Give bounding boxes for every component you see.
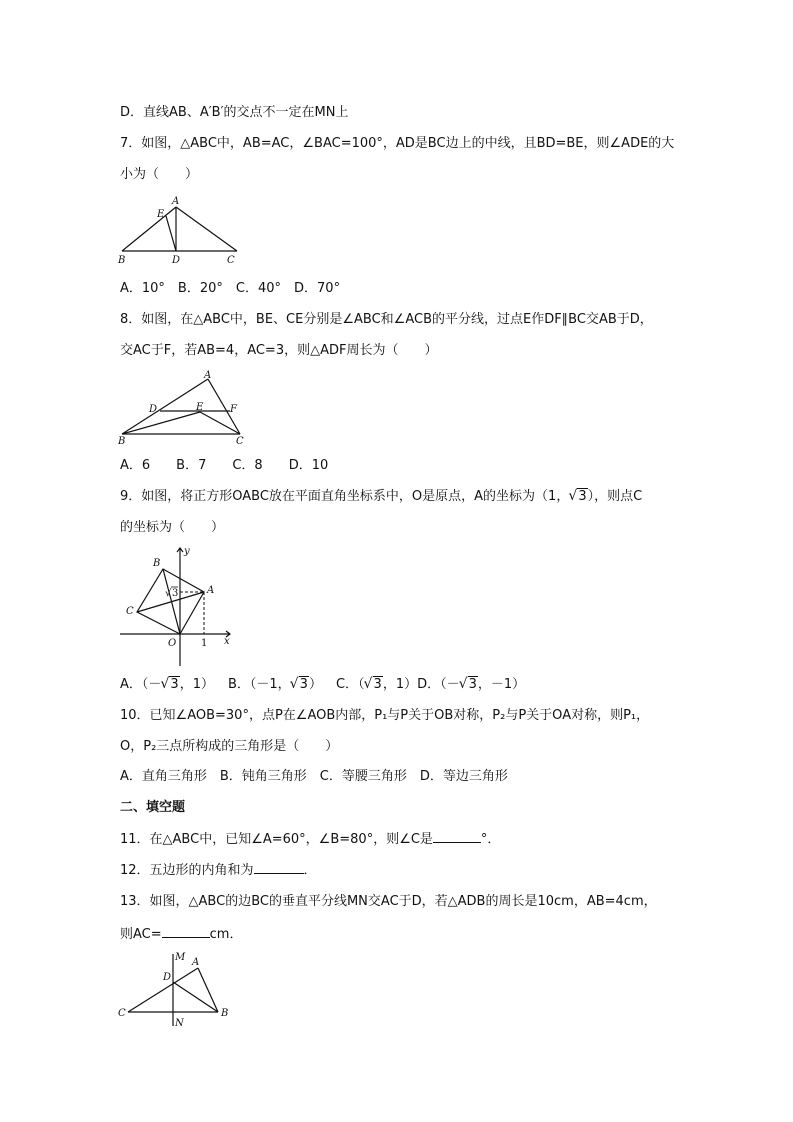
q7-label-b: B: [118, 255, 126, 266]
q13-label-c: C: [118, 1008, 126, 1019]
q9-label-c: C: [126, 606, 134, 617]
q9-option-b: B．（－1，√ 3）: [228, 677, 322, 692]
q13-label-a: A: [192, 957, 200, 968]
q9-label-o: O: [168, 638, 177, 649]
q13-label-n: N: [175, 1018, 184, 1029]
q11: 11．在△ABC中，已知∠A=60°，∠B=80°，则∠C是 °．: [120, 832, 501, 847]
q9-stem-line1: [120, 487, 642, 507]
q13-stem-line1: 13．如图，△ABC的边BC的垂直平分线MN交AC于D，若△ADB的周长是10cm，AB=4cm，: [120, 894, 657, 909]
q9-stem1-b: ），则点C: [587, 489, 643, 504]
q7-label-a: A: [172, 196, 180, 207]
q9-figure: [118, 542, 240, 670]
q11-answer-blank[interactable]: [433, 830, 481, 843]
q7-label-e: E: [157, 209, 165, 220]
q7-options: A．10° B．20° C．40° D．70°: [120, 281, 341, 296]
q9-label-y: y: [184, 546, 190, 557]
q13-label-m: M: [175, 952, 186, 963]
q6-option-d: D．直线AB、A′B′的交点不一定在MN上: [120, 105, 349, 120]
q9-label-b: B: [153, 558, 161, 569]
q13-figure: [114, 948, 239, 1032]
q8-stem-line1: 8．如图，在△ABC中，BE、CE分别是∠ABC和∠ACB的平分线，过点E作DF∥BC交AB于D，: [120, 312, 653, 327]
q9-stem-line2: 的坐标为（ ）: [120, 520, 225, 535]
q9-label-sqrt3: [165, 587, 178, 599]
q8-label-e: E: [196, 402, 204, 413]
q9-option-d: D．（－√ 3，－1）: [417, 677, 525, 692]
q8-label-b: B: [118, 436, 126, 447]
q10-stem-line2: O，P₂三点所构成的三角形是（ ）: [120, 739, 339, 754]
svg-text:3: 3: [172, 588, 179, 599]
q7-figure: [112, 193, 252, 269]
q9-option-a: A．（－√ 3，1）: [120, 677, 214, 692]
q9-label-x: x: [224, 636, 230, 647]
section-title: 二、填空题: [120, 800, 186, 815]
q8-stem-line2: 交AC于F，若AB=4，AC=3，则△ADF周长为（ ）: [120, 343, 438, 358]
q13-label-b: B: [221, 1008, 229, 1019]
q7-stem-line1: 7．如图，△ABC中，AB=AC，∠BAC=100°，AD是BC边上的中线，且BD=BE，则∠ADE的大: [120, 136, 675, 151]
q7-label-c: C: [227, 255, 235, 266]
q10-stem-line1: 10．已知∠AOB=30°，点P在∠AOB内部，P₁与P关于OB对称，P₂与P关于OA对称，则P₁，: [120, 708, 650, 723]
q12-answer-blank[interactable]: [254, 861, 304, 874]
q9-label-one: 1: [201, 638, 208, 649]
q7-label-d: D: [172, 255, 181, 266]
q13-stem-line2: 则AC= cm．: [120, 927, 243, 942]
q9-option-c: C．（√ 3，1）: [336, 677, 417, 692]
q9-label-a: A: [207, 585, 215, 596]
q10-options: A．直角三角形 B．钝角三角形 C．等腰三角形 D．等边三角形: [120, 769, 508, 784]
q13-answer-blank[interactable]: [162, 925, 210, 938]
q9-options: [120, 675, 525, 695]
q8-figure: [112, 368, 257, 448]
q9-stem1-sqrt: √ 3: [570, 487, 587, 507]
q8-label-d: D: [149, 404, 158, 415]
q7-stem-line2: 小为（ ）: [120, 167, 199, 182]
q8-label-a: A: [204, 370, 212, 381]
q13-label-d: D: [163, 972, 172, 983]
svg-text:√: √: [165, 588, 172, 599]
q12: 12．五边形的内角和为 ．: [120, 863, 317, 878]
q8-options: A．6 B．7 C．8 D．10: [120, 458, 329, 473]
q9-stem1-a: 9．如图，将正方形OABC放在平面直角坐标系中，O是原点，A的坐标为（1，: [120, 489, 570, 504]
q8-label-c: C: [236, 436, 244, 447]
q8-label-f: F: [230, 404, 237, 415]
